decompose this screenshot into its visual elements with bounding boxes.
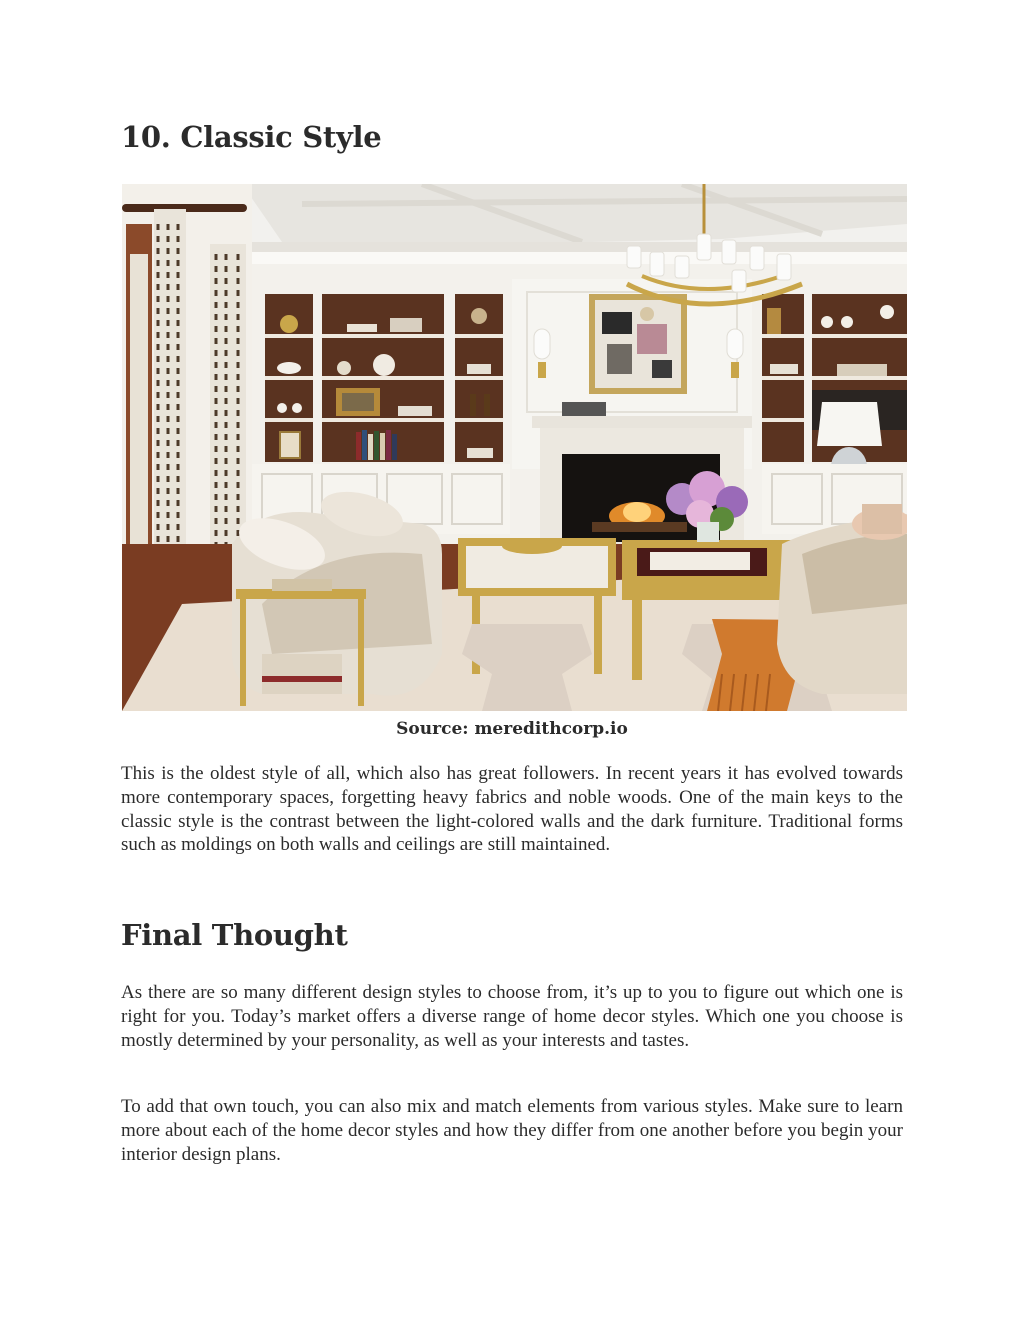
final-thought-paragraph-1: As there are so many different design styles to choose from, it’s up to you to figure out which one is right for you. Today’s market offers a diverse range of home decor styles. Which one you choose is mostly determined by your personality, as well as your interests and tastes.	[121, 982, 903, 1051]
classic-living-room-photo	[122, 184, 907, 711]
section-heading-final-thought: Final Thought	[121, 918, 348, 952]
image-source-caption: Source: meredithcorp.io	[396, 719, 628, 739]
section-heading-classic-style: 10. Classic Style	[121, 120, 382, 154]
final-thought-paragraph-2: To add that own touch, you can also mix and match elements from various styles. Make sure to learn more about each of the home decor styles and how they differ from one another before you begin your interior design plans.	[121, 1096, 903, 1165]
classic-style-paragraph: This is the oldest style of all, which also has great followers. In recent years it has evolved towards more contemporary spaces, forgetting heavy fabrics and noble woods. One of the main keys to the classic style is the contrast between the light-colored walls and the dark furniture. Traditional forms such as moldings on both walls and ceilings are still maintained.	[121, 763, 903, 856]
